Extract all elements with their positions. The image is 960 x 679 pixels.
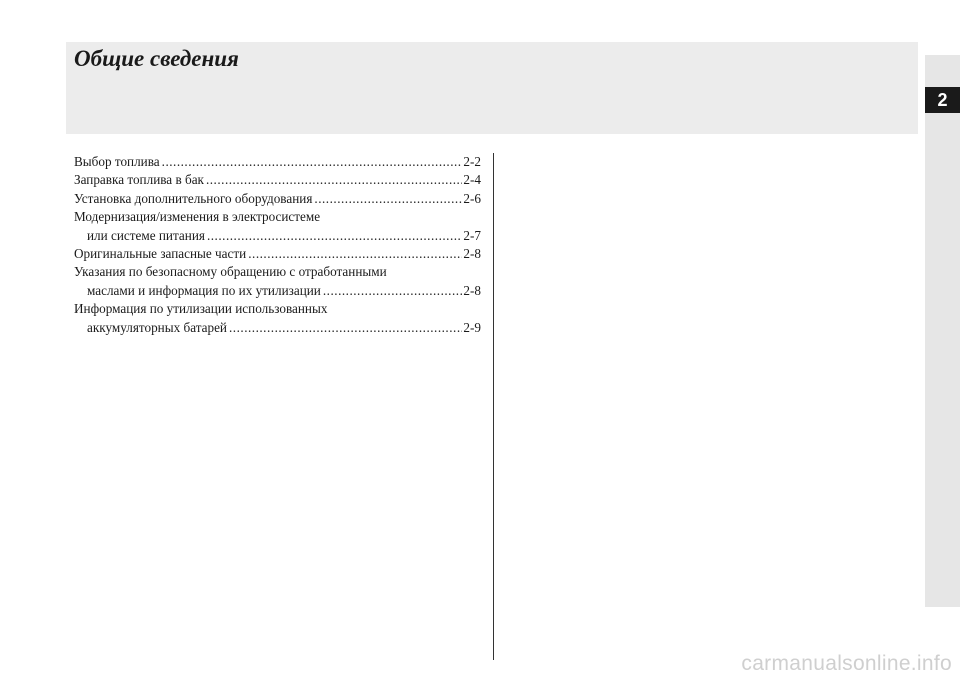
toc-entry-title: Информация по утилизации использованных — [74, 301, 328, 317]
toc-page-number: 2-7 — [463, 227, 481, 243]
toc-entry-battery-disposal[interactable] — [74, 300, 481, 337]
toc-page-number: 2-4 — [463, 172, 481, 188]
toc-entry-title: Модернизация/изменения в электросистеме — [74, 209, 321, 225]
toc-line — [74, 263, 481, 281]
watermark-text: carmanualsonline.info — [741, 652, 952, 675]
toc-entry-genuine-parts[interactable] — [74, 245, 481, 263]
toc-page-number: 2-8 — [463, 282, 481, 298]
toc-line — [74, 153, 481, 171]
toc-entry-title: Указания по безопасному обращению с отработанными — [74, 264, 387, 280]
toc-line — [74, 282, 481, 300]
chapter-side-strip — [925, 55, 960, 607]
toc-entry-title: Заправка топлива в бак — [74, 172, 204, 188]
toc-entry-title-continued: или системе питания — [87, 227, 205, 243]
toc-line — [74, 190, 481, 208]
toc-page-number: 2-9 — [463, 319, 481, 335]
toc-leader-dots — [323, 282, 463, 300]
toc-leader-dots — [162, 153, 463, 171]
toc-leader-dots — [314, 190, 462, 208]
toc-line — [74, 245, 481, 263]
chapter-header-band — [66, 42, 918, 134]
toc-page-number: 2-8 — [463, 246, 481, 262]
toc-page-number: 2-6 — [463, 190, 481, 206]
column-divider — [493, 153, 494, 660]
toc-entry-refueling[interactable] — [74, 171, 481, 189]
chapter-number-tab[interactable]: 2 — [925, 87, 960, 113]
toc-entry-used-oil-disposal[interactable] — [74, 263, 481, 300]
toc-page-number: 2-2 — [463, 154, 481, 169]
toc-line — [74, 208, 481, 226]
chapter-title: Общие сведения — [74, 46, 239, 71]
toc-entry-title: Установка дополнительного оборудования — [74, 190, 313, 206]
toc-leader-dots — [207, 227, 462, 245]
toc-line — [74, 319, 481, 337]
toc-entry-electrical-modifications[interactable] — [74, 208, 481, 245]
toc-entry-title-continued: аккумуляторных батарей — [87, 319, 227, 335]
toc-entry-title: Оригинальные запасные части — [74, 246, 247, 262]
toc-leader-dots — [206, 171, 462, 189]
toc-line — [74, 300, 481, 318]
toc-entry-title-continued: маслами и информация по их утилизации — [87, 282, 321, 298]
toc-line — [74, 171, 481, 189]
toc-leader-dots — [248, 245, 462, 263]
table-of-contents — [74, 153, 481, 337]
toc-entry-title: Выбор топлива — [74, 154, 160, 169]
toc-entry-fuel-selection[interactable] — [74, 153, 481, 171]
toc-line — [74, 227, 481, 245]
toc-entry-accessory-installation[interactable] — [74, 190, 481, 208]
toc-leader-dots — [229, 319, 462, 337]
